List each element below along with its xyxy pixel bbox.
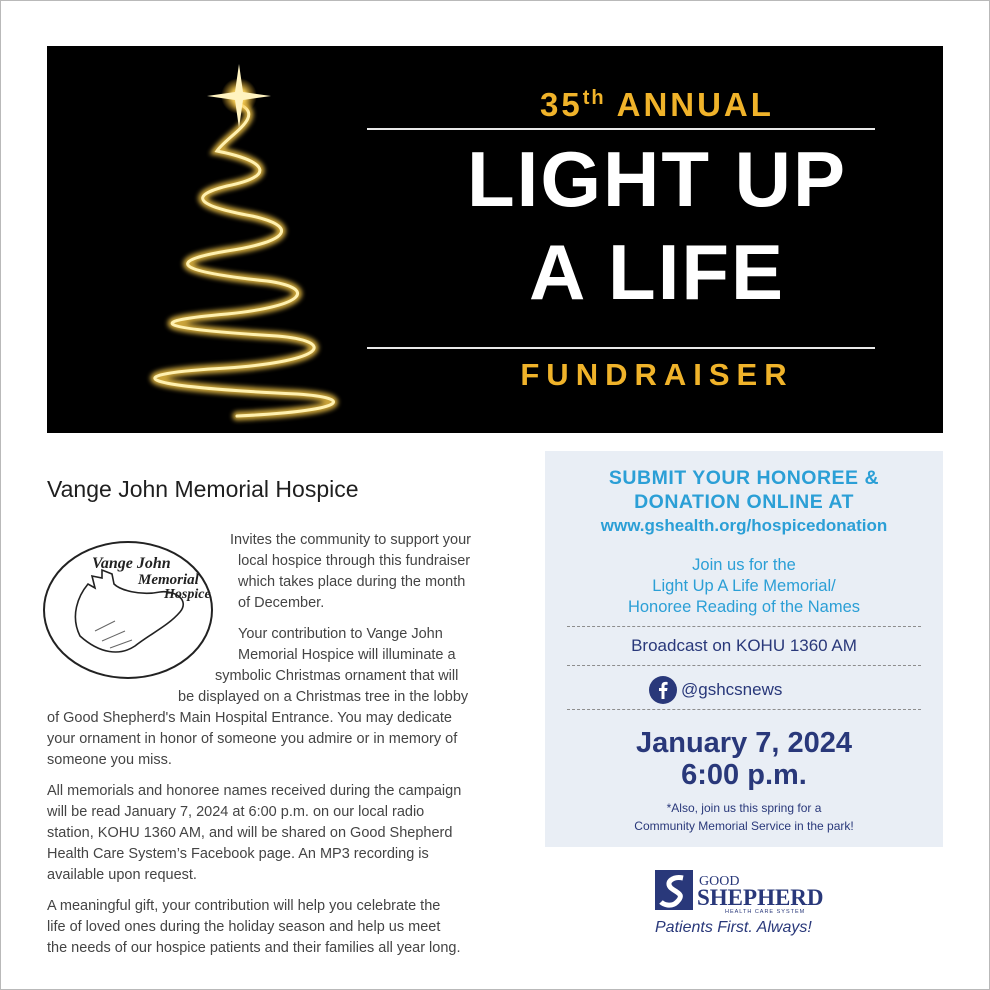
p3-line: will be read January 7, 2024 at 6:00 p.m. on our local radio: [47, 804, 425, 820]
divider: [567, 709, 921, 710]
p3-line: available upon request.: [47, 867, 197, 883]
p2-line: your ornament in honor of someone you admire or in memory of: [47, 731, 458, 747]
annual-number: 35: [540, 86, 583, 123]
p3-line: station, KOHU 1360 AM, and will be shared on Good Shepherd: [47, 825, 453, 841]
annual-heading: [367, 86, 943, 124]
facebook-link[interactable]: [649, 676, 782, 704]
p2-line: of Good Shepherd's Main Hospital Entrance. You may dedicate: [47, 710, 452, 726]
note-line-2: Community Memorial Service in the park!: [634, 819, 854, 833]
p4-line: A meaningful gift, your contribution will help you celebrate the: [47, 898, 441, 914]
event-time: 6:00 p.m.: [681, 759, 807, 791]
p4-line: life of loved ones during the holiday season and help us meet: [47, 919, 441, 935]
good-shepherd-logo: [655, 868, 845, 937]
event-date: January 7, 2024: [635, 727, 853, 759]
facebook-icon: [649, 676, 677, 704]
p1-line: of December.: [238, 595, 325, 611]
p4-line: the needs of our hospice patients and their families all year long.: [47, 940, 461, 956]
tagline: Patients First. Always!: [655, 919, 812, 936]
p2-line: someone you miss.: [47, 752, 172, 768]
title-line-1: LIGHT UP: [467, 135, 847, 223]
p3-line: All memorials and honoree names received during the campaign: [47, 783, 462, 799]
logo-good: GOOD: [699, 874, 740, 889]
hospice-logo: [40, 536, 225, 681]
logo-subline: HEALTH CARE SYSTEM: [725, 909, 806, 915]
submit-line-1: SUBMIT YOUR HONOREE &: [608, 467, 880, 489]
note-line-1: *Also, join us this spring for a: [666, 801, 822, 815]
submit-line-2: DONATION ONLINE AT: [634, 491, 854, 513]
p2-line: Memorial Hospice will illuminate a: [238, 647, 456, 663]
join-line-1: Join us for the: [692, 556, 796, 574]
organization-name: Vange John Memorial Hospice: [47, 476, 359, 502]
shepherd-logo-icon: [655, 868, 845, 916]
star-icon: [207, 64, 271, 128]
broadcast-text: Broadcast on KOHU 1360 AM: [631, 636, 857, 655]
donation-url[interactable]: www.gshealth.org/hospicedonation: [600, 516, 888, 535]
facebook-handle: @gshcsnews: [681, 680, 783, 699]
join-line-3: Honoree Reading of the Names: [627, 598, 861, 616]
fundraiser-subtitle: FUNDRAISER: [520, 357, 794, 392]
p1-line: which takes place during the month: [238, 574, 466, 590]
annual-word: ANNUAL: [616, 86, 774, 123]
divider: [567, 665, 921, 666]
p2-line: Your contribution to Vange John: [238, 626, 443, 642]
title-line-2: A LIFE: [528, 228, 786, 316]
spiral-tree-icon: [77, 56, 377, 426]
logo-text-1: Vange John: [92, 555, 171, 572]
p1-line: local hospice through this fundraiser: [238, 553, 471, 569]
banner: [47, 46, 943, 433]
p2-line: be displayed on a Christmas tree in the lobby: [178, 689, 469, 705]
top-rule: [367, 128, 875, 130]
info-panel: [545, 451, 943, 847]
join-line-2: Light Up A Life Memorial/: [652, 577, 836, 595]
annual-suffix: th: [582, 87, 606, 109]
logo-text-2: Memorial: [138, 572, 199, 588]
divider: [567, 626, 921, 627]
p1-line: Invites the community to support your: [230, 532, 471, 548]
logo-shepherd: SHEPHERD: [697, 885, 824, 910]
bottom-rule: [367, 347, 875, 349]
p3-line: Health Care System’s Facebook page. An MP3 recording is: [47, 846, 429, 862]
logo-text-3: Hospice: [164, 587, 211, 602]
p2-line: symbolic Christmas ornament that will: [215, 668, 459, 684]
